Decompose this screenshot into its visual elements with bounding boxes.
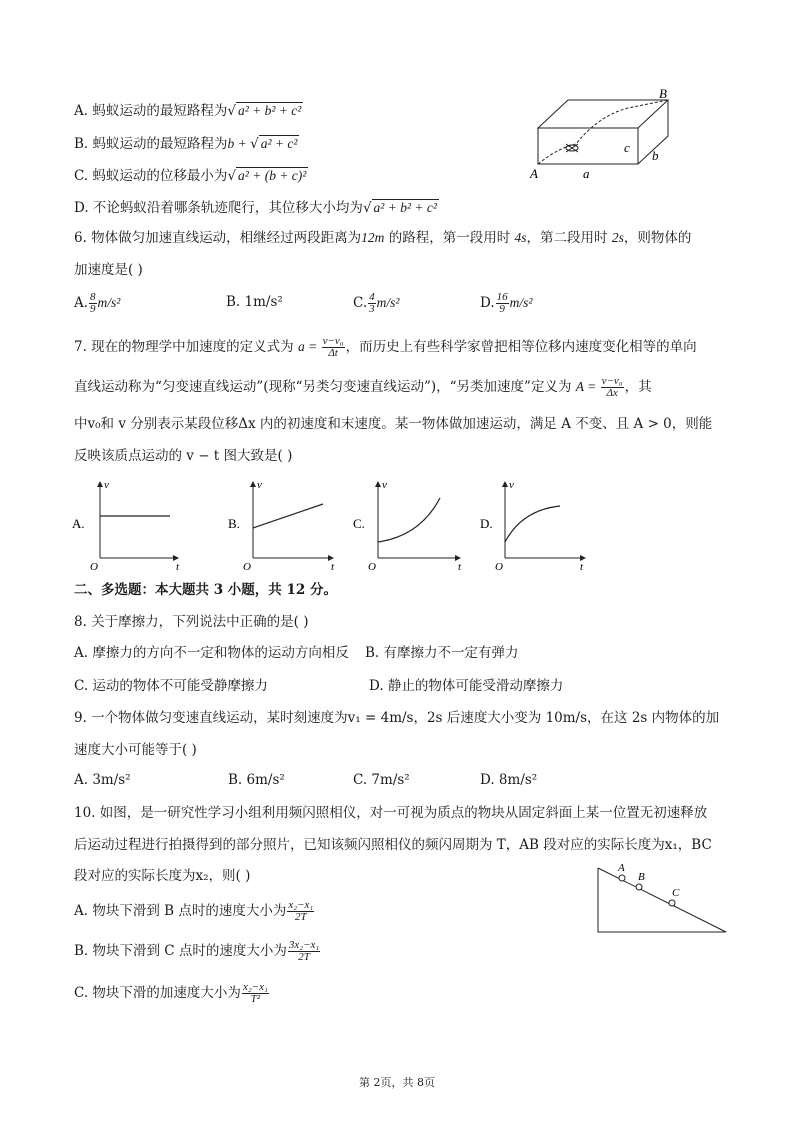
q9-stem-line2: 速度大小可能等于( ) [74, 742, 197, 758]
svg-text:B: B [638, 871, 645, 883]
q9-option-a: A. 3m/s² [74, 772, 131, 788]
svg-text:O: O [495, 561, 503, 573]
q10-option-c: C. 物块下滑的加速度大小为 $\frac{\text{x₂−x₁}}{\text{T²}}$ [74, 981, 268, 1005]
q8-stem: 8. 关于摩擦力，下列说法中正确的是( ) [74, 614, 309, 630]
q9-option-c: C. 7m/s² [353, 772, 410, 788]
svg-text:C: C [672, 887, 680, 899]
graph-b-label: B. [228, 516, 240, 531]
q6-option-b: B. 1m/s² [226, 294, 283, 310]
incline-point-b [636, 884, 642, 890]
q10-option-a: A. 物块下滑到 B 点时的速度大小为 $\frac{\text{x₂−x₁}}{2T}$ [74, 899, 314, 923]
q9-option-b: B. 6m/s² [228, 772, 285, 788]
q5-option-c: C. 蚂蚁运动的位移最小为√ a² + (b + c)² [74, 168, 307, 184]
box-label-a: a [583, 166, 590, 181]
svg-text:v: v [509, 479, 514, 491]
q7-stem-line1: 7. 现在的物理学中加速度的定义式为 a = $\frac{\text{v−v₀}}{\Delta t}$ ，而历史上有些科学家曾把相等位移内速度变化相等的单向 [74, 335, 697, 359]
graph-b [228, 479, 335, 573]
graph-a [72, 479, 180, 573]
q6-stem-line1: 6. 物体做匀加速直线运动，相继经过两段距离为12m 的路程，第一段用时 4s，第二段用时 2s，则物体的 [74, 230, 692, 246]
graph-d-curve [505, 506, 560, 542]
box-label-A: A [530, 166, 538, 181]
q10-option-b: B. 物块下滑到 C 点时的速度大小为 $\frac{\text{3x₂−x₁}}{2T}$ [74, 939, 320, 963]
q10-stem-line3: 段对应的实际长度为x₂，则( ) [74, 868, 251, 884]
q7-graphs [70, 478, 600, 574]
q5-option-b: B. 蚂蚁运动的最短路程为b + √ a² + c² [74, 136, 298, 152]
q7-stem-line4: 反映该质点运动的 v − t 图大致是( ) [74, 448, 293, 464]
q10-stem-line2: 后运动过程进行拍摄得到的部分照片，已知该频闪照相仪的频闪周期为 T，AB 段对应的实际长度为x₁，BC [74, 837, 712, 853]
svg-text:v: v [257, 479, 262, 491]
svg-text:t: t [580, 561, 584, 573]
q6-option-a: A. $\frac{8}{9}$ m/s² [74, 291, 121, 315]
svg-text:t: t [176, 561, 180, 573]
graph-d [480, 479, 585, 573]
box-label-B: B [659, 86, 667, 101]
incline-diagram [592, 858, 732, 936]
q10-stem-line1: 10. 如图，是一研究性学习小组利用频闪照相仪，对一可视为质点的物块从固定斜面上某一位置无初速释放 [74, 805, 708, 821]
box-diagram [528, 86, 674, 182]
box-label-c: c [624, 140, 630, 155]
section-heading: 二、多选题：本大题共 3 小题，共 12 分。 [74, 582, 337, 598]
svg-text:v: v [382, 479, 387, 491]
q5-option-d: D. 不论蚂蚁沿着哪条轨迹爬行，其位移大小均为√ a² + b² + c² [74, 200, 437, 216]
svg-text:O: O [243, 561, 251, 573]
q6-stem-line2: 加速度是( ) [74, 262, 143, 278]
ant-icon [566, 144, 578, 152]
q7-stem-line3: 中v₀和 v 分别表示某段位移Δx 内的初速度和末速度。某一物体做加速运动，满足 A 不变、且 A > 0，则能 [74, 416, 713, 432]
graph-c-curve [378, 498, 440, 542]
svg-text:O: O [368, 561, 376, 573]
q5-option-a: A. 蚂蚁运动的最短路程为√ a² + b² + c² [74, 103, 302, 119]
graph-c [353, 479, 462, 573]
q8-option-d: D. 静止的物体可能受滑动摩擦力 [369, 678, 564, 694]
incline-point-c [669, 900, 675, 906]
q9-stem-line1: 9. 一个物体做匀变速直线运动，某时刻速度为v₁ = 4m/s，2s 后速度大小变为 10m/s，在这 2s 内物体的加 [74, 710, 720, 726]
svg-text:t: t [458, 561, 462, 573]
graph-d-label: D. [480, 516, 493, 531]
svg-text:t: t [331, 561, 335, 573]
page-footer: 第 2页，共 8页 [359, 1076, 435, 1089]
box-label-b: b [652, 148, 659, 163]
svg-text:O: O [90, 561, 98, 573]
incline-point-a [619, 875, 625, 881]
graph-b-curve [253, 504, 323, 528]
graph-c-label: C. [353, 516, 365, 531]
q6-option-c: C. $\frac{4}{3}$ m/s² [353, 291, 400, 315]
q8-option-a: A. 摩擦力的方向不一定和物体的运动方向相反 [74, 645, 349, 661]
svg-text:v: v [104, 479, 109, 491]
svg-text:A: A [618, 862, 625, 874]
q7-stem-line2: 直线运动称为“匀变速直线运动”(现称“另类匀变速直线运动”)，“另类加速度”定义为 A = $\frac{\text{v−v₀}}{\Delta x}$ ，其 [74, 375, 652, 399]
q8-option-b: B. 有摩擦力不一定有弹力 [365, 645, 519, 661]
graph-a-label: A. [72, 516, 85, 531]
q9-option-d: D. 8m/s² [480, 772, 538, 788]
q8-option-c: C. 运动的物体不可能受静摩擦力 [74, 678, 268, 694]
q6-option-d: D. $\frac{16}{9}$ m/s² [480, 291, 533, 315]
